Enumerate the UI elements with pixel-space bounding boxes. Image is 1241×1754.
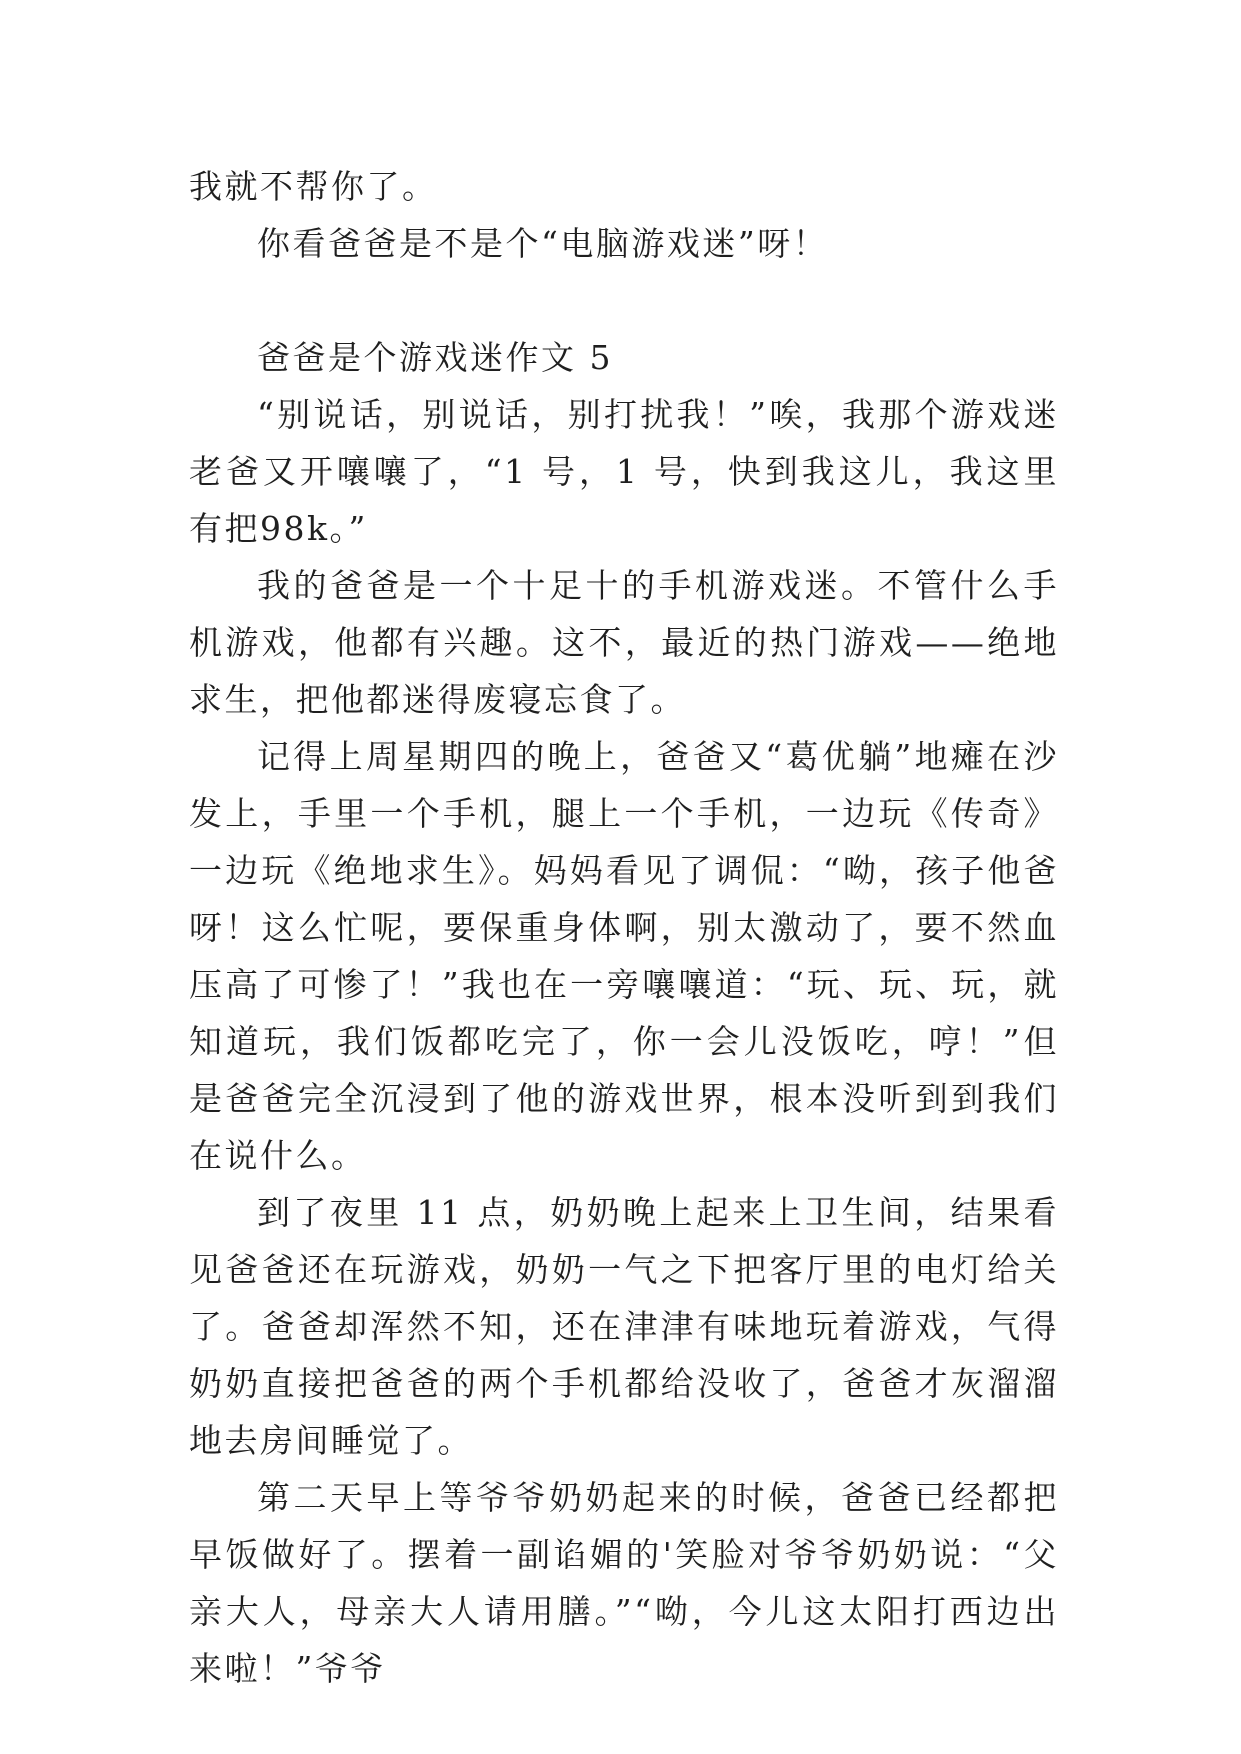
document-body: [189, 158, 1059, 1697]
paragraph: 第二天早上等爷爷奶奶起来的时候，爸爸已经都把早饭做好了。摆着一副谄媚的'笑脸对爷爷奶奶说：“父亲大人，母亲大人请用膳。”“呦，今儿这太阳打西边出来啦！”爷爷: [189, 1478, 1059, 1688]
essay-heading: 爸爸是个游戏迷作文 5: [257, 338, 613, 377]
paragraph-continuation: 我就不帮你了。: [189, 167, 438, 206]
paragraph: “别说话，别说话，别打扰我！”唉，我那个游戏迷老爸又开嚷嚷了，“1 号，1 号，快到我这儿，我这里有把98k。”: [189, 395, 1059, 548]
paragraph: 记得上周星期四的晚上，爸爸又“葛优躺”地瘫在沙发上，手里一个手机，腿上一个手机，一边玩《传奇》一边玩《绝地求生》。妈妈看见了调侃：“呦，孩子他爸呀！这么忙呢，要保重身体啊，别太激动了，要不然血压高了可惨了！”我也在一旁嚷嚷道：“玩、玩、玩，就知道玩，我们饭都吃完了，你一会儿没饭吃，哼！”但是爸爸完全沉浸到了他的游戏世界，根本没听到到我们在说什么。: [189, 737, 1059, 1175]
paragraph-closing: 你看爸爸是不是个“电脑游戏迷”呀！: [257, 224, 829, 263]
section-gap: [189, 272, 1059, 329]
paragraph: 我的爸爸是一个十足十的手机游戏迷。不管什么手机游戏，他都有兴趣。这不，最近的热门游戏——绝地求生，把他都迷得废寝忘食了。: [189, 566, 1059, 719]
paragraph: 到了夜里 11 点，奶奶晚上起来上卫生间，结果看见爸爸还在玩游戏，奶奶一气之下把客厅里的电灯给关了。爸爸却浑然不知，还在津津有味地玩着游戏，气得奶奶直接把爸爸的两个手机都给没收了，爸爸才灰溜溜地去房间睡觉了。: [189, 1193, 1059, 1460]
